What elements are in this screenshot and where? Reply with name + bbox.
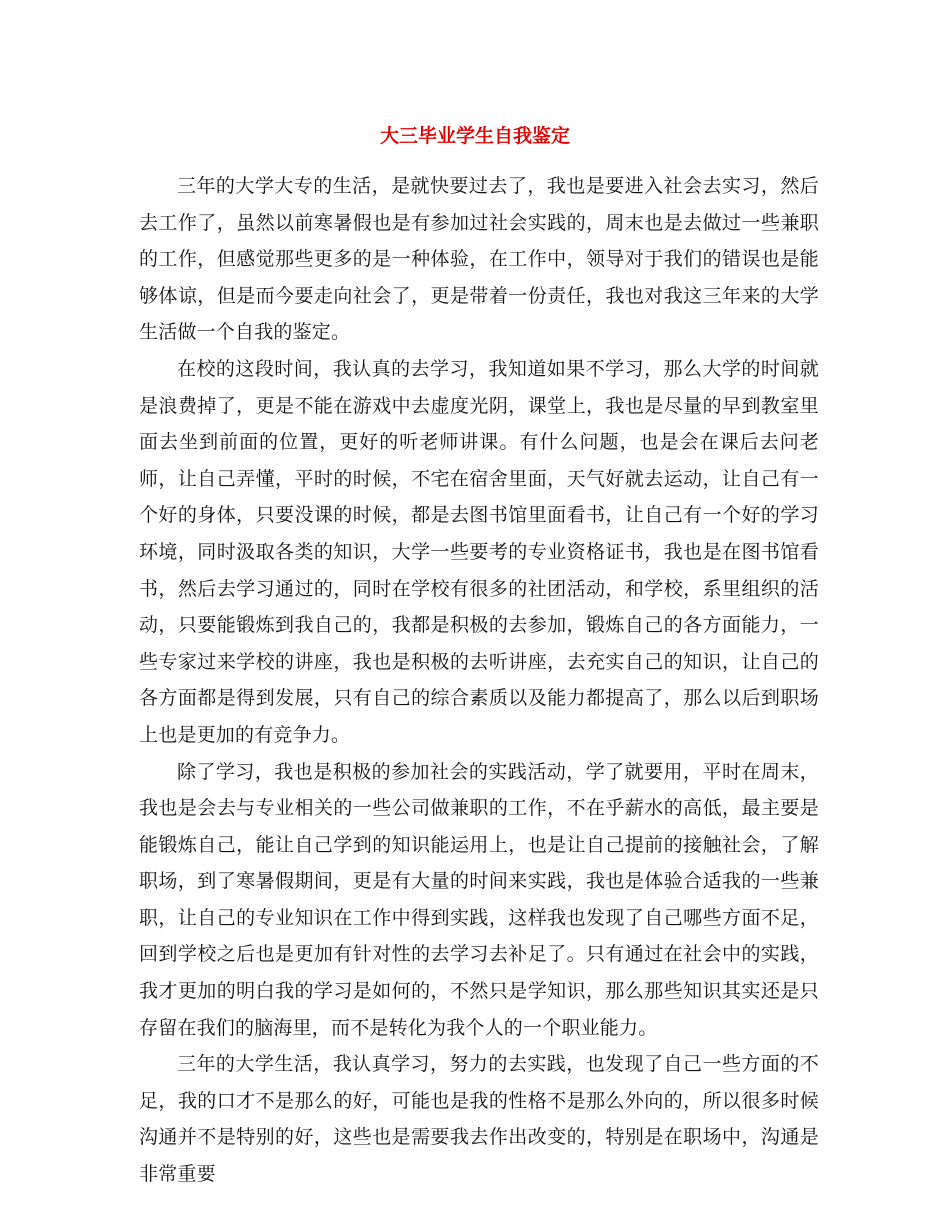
paragraph-4: 三年的大学生活，我认真学习，努力的去实践，也发现了自己一些方面的不足，我的口才不是那么的好，可能也是我的性格不是那么外向的，所以很多时候沟通并不是特别的好，这些也是需要我去作出改变的，特别是在职场中，沟通是非常重要 [139, 1053, 819, 1186]
paragraph-3: 除了学习，我也是积极的参加社会的实践活动，学了就要用，平时在周末，我也是会去与专业相关的一些公司做兼职的工作，不在乎薪水的高低，最主要是能锻炼自己，能让自己学到的知识能运用上，也是让自己提前的接触社会，了解职场，到了寒暑假期间，更是有大量的时间来实践，我也是体验合适我的一些兼职，让自己的专业知识在工作中得到实践，这样我也发现了自己哪些方面不足，回到学校之后也是更加有针对性的去学习去补足了。只有通过在社会中的实践，我才更加的明白我的学习是如何的，不然只是学知识，那么那些知识其实还是只存留在我们的脑海里，而不是转化为我个人的一个职业能力。 [139, 760, 819, 1039]
document-body [139, 168, 819, 1193]
document-title: 大三毕业学生自我鉴定 [379, 125, 570, 147]
paragraph-1: 三年的大学大专的生活，是就快要过去了，我也是要进入社会去实习，然后去工作了，虽然以前寒暑假也是有参加过社会实践的，周末也是去做过一些兼职的工作，但感觉那些更多的是一种体验，在工作中，领导对于我们的错误也是能够体谅，但是而今要走向社会了，更是带着一份责任，我也对我这三年来的大学生活做一个自我的鉴定。 [139, 175, 819, 344]
paragraph-2: 在校的这段时间，我认真的去学习，我知道如果不学习，那么大学的时间就是浪费掉了，更是不能在游戏中去虚度光阴，课堂上，我也是尽量的早到教室里面去坐到前面的位置，更好的听老师讲课。有什么问题，也是会在课后去问老师，让自己弄懂，平时的时候，不宅在宿舍里面，天气好就去运动，让自己有一个好的身体，只要没课的时候，都是去图书馆里面看书，让自己有一个好的学习环境，同时汲取各类的知识，大学一些要考的专业资格证书，我也是在图书馆看书，然后去学习通过的，同时在学校有很多的社团活动，和学校，系里组织的活动，只要能锻炼到我自己的，我都是积极的去参加，锻炼自己的各方面能力，一些专家过来学校的讲座，我也是积极的去听讲座，去充实自己的知识，让自己的各方面都是得到发展，只有自己的综合素质以及能力都提高了，那么以后到职场上也是更加的有竞争力。 [139, 357, 819, 746]
